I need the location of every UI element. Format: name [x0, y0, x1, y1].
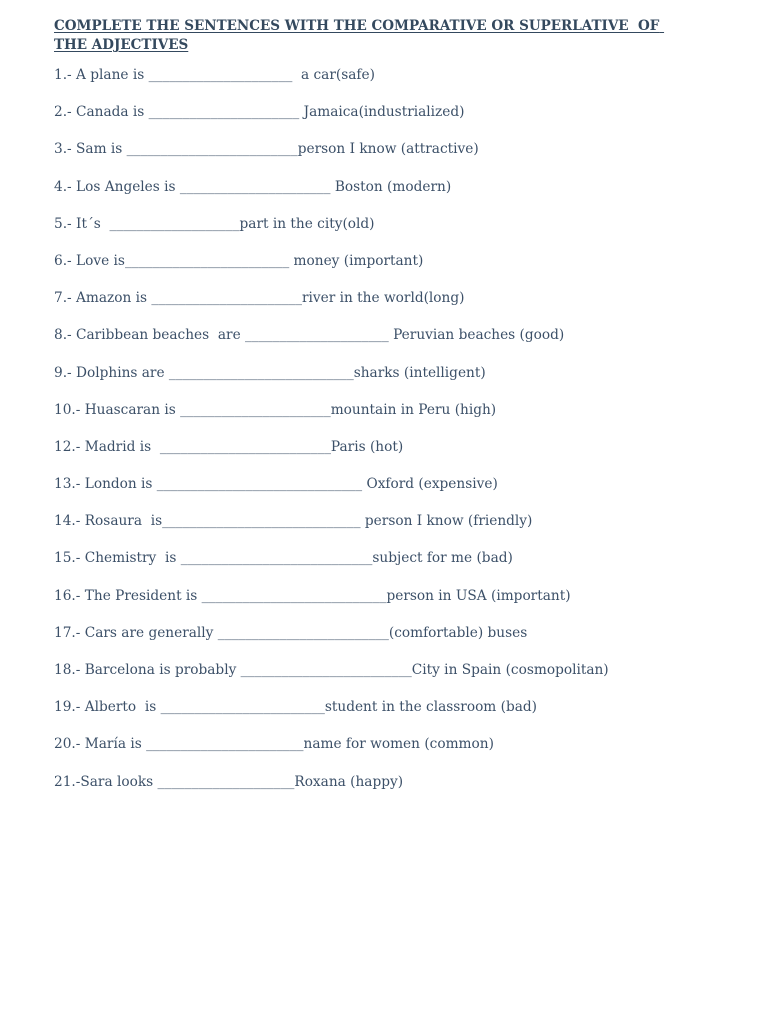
sentence-item: 21.-Sara looks ____________________Roxana (happy)	[54, 773, 404, 790]
sentence-item: 18.- Barcelona is probably _________________________City in Spain (cosmopolitan)	[54, 662, 609, 678]
sentence-item: 1.- A plane is _____________________ a car(safe)	[54, 67, 375, 83]
sentence-item: 3.- Sam is _________________________person I know (attractive)	[54, 141, 479, 158]
sentence-item: 12.- Madrid is _________________________Paris (hot)	[54, 438, 404, 455]
sentence-item: 5.- It´s ___________________part in the city(old)	[54, 215, 375, 232]
sentence-item: 17.- Cars are generally _________________________(comfortable) buses	[54, 624, 528, 641]
sentence-item: 19.- Alberto is ________________________student in the classroom (bad)	[54, 699, 538, 716]
sentence-item: 4.- Los Angeles is ______________________ Boston (modern)	[54, 178, 452, 195]
sentence-item: 16.- The President is ___________________________person in USA (important)	[54, 587, 571, 604]
sentence-item: 2.- Canada is ______________________ Jamaica(industrialized)	[54, 104, 465, 121]
sentence-item: 14.- Rosaura is_____________________________ person I know (friendly)	[54, 513, 533, 530]
sentence-item: 15.- Chemistry is ____________________________subject for me (bad)	[54, 550, 513, 567]
sentence-item: 7.- Amazon is ______________________river in the world(long)	[54, 290, 465, 307]
sentence-item: 8.- Caribbean beaches are _____________________ Peruvian beaches (good)	[54, 327, 565, 344]
sentence-item: 6.- Love is________________________ money (important)	[54, 252, 424, 269]
worksheet-page	[54, 17, 734, 810]
worksheet-title: COMPLETE THE SENTENCES WITH THE COMPARATIVE OR SUPERLATIVE OF THE ADJECTIVES	[54, 18, 665, 53]
sentence-item: 9.- Dolphins are ___________________________sharks (intelligent)	[54, 364, 486, 381]
sentence-item: 10.- Huascaran is ______________________mountain in Peru (high)	[54, 401, 497, 418]
sentence-item: 20.- María is _______________________name for women (common)	[54, 736, 494, 753]
sentence-item: 13.- London is ______________________________ Oxford (expensive)	[54, 476, 498, 493]
